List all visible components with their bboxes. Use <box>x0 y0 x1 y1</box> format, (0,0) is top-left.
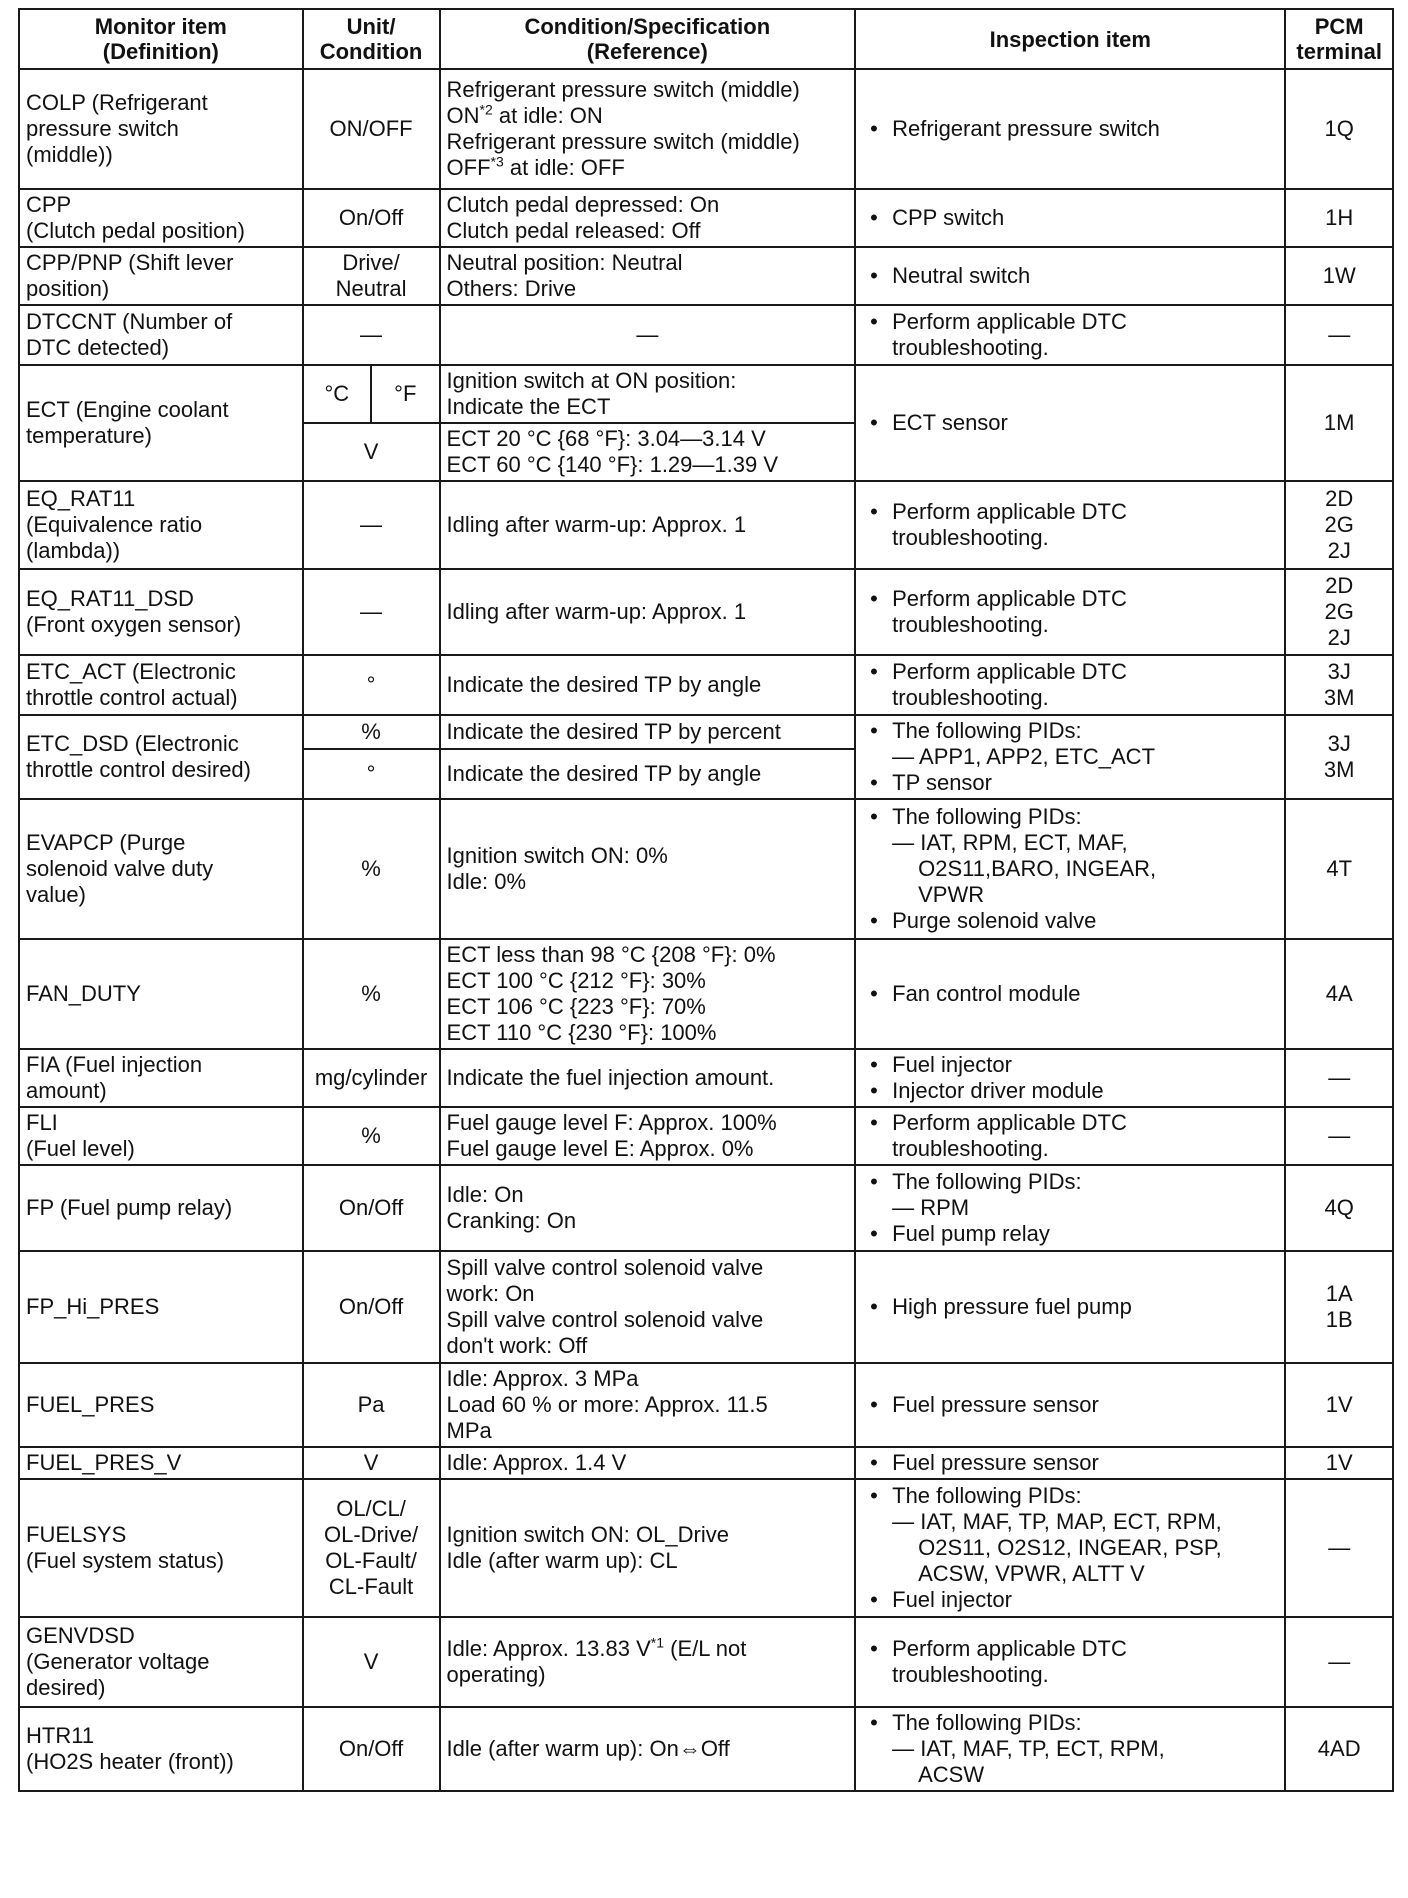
monitor-item: FUEL_PRES <box>19 1363 303 1447</box>
unit-voltage: V <box>303 423 440 481</box>
table-row-cpp-pnp <box>19 247 1393 305</box>
table-row-genvdsd <box>19 1617 1393 1707</box>
pcm-terminal: 1Q <box>1285 69 1393 189</box>
unit-celsius: °C <box>303 365 371 423</box>
table-row-fp-hi-pres <box>19 1251 1393 1363</box>
unit: On/Off <box>303 1707 440 1791</box>
inspection-item: • Perform applicable DTC troubleshooting. <box>855 1107 1285 1165</box>
condition: Spill valve control solenoid valve work: On Spill valve control solenoid valve don't work: Off <box>440 1251 856 1363</box>
table-row-ect <box>19 365 1393 423</box>
table-row-fli <box>19 1107 1393 1165</box>
unit: On/Off <box>303 189 440 247</box>
monitor-item: DTCCNT (Number of DTC detected) <box>19 305 303 365</box>
monitor-item: GENVDSD (Generator voltage desired) <box>19 1617 303 1707</box>
condition: Neutral position: Neutral Others: Drive <box>440 247 856 305</box>
condition: Indicate the desired TP by percent <box>440 715 856 749</box>
unit: Pa <box>303 1363 440 1447</box>
monitor-item: HTR11 (HO2S heater (front)) <box>19 1707 303 1791</box>
table-row-evapcp <box>19 799 1393 939</box>
inspection-item: • The following PIDs: — RPM • Fuel pump relay <box>855 1165 1285 1251</box>
condition: ECT 20 °C {68 °F}: 3.04—3.14 V ECT 60 °C {140 °F}: 1.29—1.39 V <box>440 423 856 481</box>
monitor-item: COLP (Refrigerant pressure switch (middle)) <box>19 69 303 189</box>
unit-fahrenheit: °F <box>371 365 439 423</box>
inspection-item: • Perform applicable DTC troubleshooting. <box>855 1617 1285 1707</box>
inspection-item: • Fuel pressure sensor <box>855 1447 1285 1479</box>
pcm-terminal: 1V <box>1285 1447 1393 1479</box>
unit: % <box>303 1107 440 1165</box>
unit-degree: ° <box>303 749 440 799</box>
pcm-terminal: 1W <box>1285 247 1393 305</box>
inspection-item: • Refrigerant pressure switch <box>855 69 1285 189</box>
condition: Clutch pedal depressed: On Clutch pedal released: Off <box>440 189 856 247</box>
pcm-terminal: 4Q <box>1285 1165 1393 1251</box>
inspection-item: • Perform applicable DTC troubleshooting. <box>855 305 1285 365</box>
monitor-item: FP (Fuel pump relay) <box>19 1165 303 1251</box>
unit: V <box>303 1447 440 1479</box>
pcm-terminal: 3J 3M <box>1285 715 1393 799</box>
table-row-htr11 <box>19 1707 1393 1791</box>
unit: V <box>303 1617 440 1707</box>
pcm-terminal: 1M <box>1285 365 1393 481</box>
table-row-fia <box>19 1049 1393 1107</box>
condition: Idle: On Cranking: On <box>440 1165 856 1251</box>
monitor-item: ETC_DSD (Electronic throttle control desired) <box>19 715 303 799</box>
condition: Idle: Approx. 3 MPa Load 60 % or more: Approx. 11.5 MPa <box>440 1363 856 1447</box>
condition: Idle: Approx. 13.83 $V^{*1}$ (E/L not operating) <box>440 1617 856 1707</box>
pcm-terminal: 3J 3M <box>1285 655 1393 715</box>
table-row-etc-dsd <box>19 715 1393 749</box>
inspection-item: • Perform applicable DTC troubleshooting. <box>855 481 1285 569</box>
monitor-item: CPP/PNP (Shift lever position) <box>19 247 303 305</box>
pcm-terminal: 1A 1B <box>1285 1251 1393 1363</box>
condition: Idle (after warm up): On⇔Off <box>440 1707 856 1791</box>
table-row-dtccnt <box>19 305 1393 365</box>
pcm-terminal: — <box>1285 1479 1393 1617</box>
unit: On/Off <box>303 1251 440 1363</box>
inspection-item: • Neutral switch <box>855 247 1285 305</box>
unit: — <box>303 481 440 569</box>
unit: OL/CL/ OL-Drive/ OL-Fault/ CL-Fault <box>303 1479 440 1617</box>
pcm-terminal: 4A <box>1285 939 1393 1049</box>
condition: Idling after warm-up: Approx. 1 <box>440 569 856 655</box>
condition: ECT less than 98 °C {208 °F}: 0% ECT 100 °C {212 °F}: 30% ECT 106 °C {223 °F}: 70% ECT 110 °C {230 °F}: 100% <box>440 939 856 1049</box>
monitor-item: ETC_ACT (Electronic throttle control actual) <box>19 655 303 715</box>
condition: Ignition switch ON: OL_Drive Idle (after warm up): CL <box>440 1479 856 1617</box>
table-row-fuel-pres-v <box>19 1447 1393 1479</box>
header-condition: Condition/Specification (Reference) <box>440 9 856 69</box>
table-header-row <box>19 9 1393 69</box>
table-row-fp <box>19 1165 1393 1251</box>
unit: mg/cylinder <box>303 1049 440 1107</box>
pcm-terminal: — <box>1285 1049 1393 1107</box>
inspection-item: • Perform applicable DTC troubleshooting. <box>855 569 1285 655</box>
unit: — <box>303 569 440 655</box>
pcm-terminal: 2D 2G 2J <box>1285 481 1393 569</box>
pcm-terminal: — <box>1285 1617 1393 1707</box>
pcm-terminal: 2D 2G 2J <box>1285 569 1393 655</box>
condition: Idle: Approx. 1.4 V <box>440 1447 856 1479</box>
monitor-item: FIA (Fuel injection amount) <box>19 1049 303 1107</box>
header-unit: Unit/ Condition <box>303 9 440 69</box>
pcm-terminal: 4AD <box>1285 1707 1393 1791</box>
unit: % <box>303 939 440 1049</box>
monitor-item: CPP (Clutch pedal position) <box>19 189 303 247</box>
inspection-item: • High pressure fuel pump <box>855 1251 1285 1363</box>
inspection-item: • Fuel pressure sensor <box>855 1363 1285 1447</box>
table-row-fuel-pres <box>19 1363 1393 1447</box>
condition: Indicate the desired TP by angle <box>440 655 856 715</box>
inspection-item: • Fan control module <box>855 939 1285 1049</box>
condition: Refrigerant pressure switch (middle) ON$^{*2}$ at idle: ON Refrigerant pressure switch (middle) OFF$^{*3}$ at idle: OFF <box>440 69 856 189</box>
inspection-item: • ECT sensor <box>855 365 1285 481</box>
unit: % <box>303 799 440 939</box>
monitor-item: EQ_RAT11 (Equivalence ratio (lambda)) <box>19 481 303 569</box>
inspection-item: • Perform applicable DTC troubleshooting. <box>855 655 1285 715</box>
table-row-fuelsys <box>19 1479 1393 1617</box>
inspection-item: • Fuel injector • Injector driver module <box>855 1049 1285 1107</box>
condition: Indicate the fuel injection amount. <box>440 1049 856 1107</box>
header-monitor-item: Monitor item (Definition) <box>19 9 303 69</box>
inspection-item: • The following PIDs: — APP1, APP2, ETC_ACT • TP sensor <box>855 715 1285 799</box>
pcm-terminal: 1H <box>1285 189 1393 247</box>
pid-monitor-table <box>18 8 1394 1792</box>
table-row-eq-rat11-dsd <box>19 569 1393 655</box>
pcm-terminal: 1V <box>1285 1363 1393 1447</box>
table-row-eq-rat11 <box>19 481 1393 569</box>
condition: Ignition switch ON: 0% Idle: 0% <box>440 799 856 939</box>
table-row-etc-act <box>19 655 1393 715</box>
unit: — <box>303 305 440 365</box>
table-row-cpp <box>19 189 1393 247</box>
condition: Fuel gauge level F: Approx. 100% Fuel gauge level E: Approx. 0% <box>440 1107 856 1165</box>
unit-percent: % <box>303 715 440 749</box>
header-inspection: Inspection item <box>855 9 1285 69</box>
header-pcm: PCM terminal <box>1285 9 1393 69</box>
monitor-item: FUELSYS (Fuel system status) <box>19 1479 303 1617</box>
inspection-item: • The following PIDs: — IAT, MAF, TP, ECT, RPM, ACSW <box>855 1707 1285 1791</box>
unit: On/Off <box>303 1165 440 1251</box>
monitor-item: EQ_RAT11_DSD (Front oxygen sensor) <box>19 569 303 655</box>
pcm-terminal: — <box>1285 305 1393 365</box>
condition: — <box>440 305 856 365</box>
inspection-item: • The following PIDs: — IAT, MAF, TP, MAP, ECT, RPM, O2S11, O2S12, INGEAR, PSP, ACSW, VPWR, ALTT V • Fuel injector <box>855 1479 1285 1617</box>
condition: Ignition switch at ON position: Indicate the ECT <box>440 365 856 423</box>
condition: Indicate the desired TP by angle <box>440 749 856 799</box>
inspection-item: • The following PIDs: — IAT, RPM, ECT, MAF, O2S11,BARO, INGEAR, VPWR • Purge solenoid valve <box>855 799 1285 939</box>
unit: ° <box>303 655 440 715</box>
monitor-item: FLI (Fuel level) <box>19 1107 303 1165</box>
inspection-item: • CPP switch <box>855 189 1285 247</box>
pcm-terminal: 4T <box>1285 799 1393 939</box>
condition: Idling after warm-up: Approx. 1 <box>440 481 856 569</box>
unit: ON/OFF <box>303 69 440 189</box>
table-row-fan-duty <box>19 939 1393 1049</box>
monitor-item: EVAPCP (Purge solenoid valve duty value) <box>19 799 303 939</box>
monitor-item: FAN_DUTY <box>19 939 303 1049</box>
monitor-item: FUEL_PRES_V <box>19 1447 303 1479</box>
unit: Drive/ Neutral <box>303 247 440 305</box>
pcm-terminal: — <box>1285 1107 1393 1165</box>
monitor-item: ECT (Engine coolant temperature) <box>19 365 303 481</box>
table-row-colp <box>19 69 1393 189</box>
monitor-item: FP_Hi_PRES <box>19 1251 303 1363</box>
